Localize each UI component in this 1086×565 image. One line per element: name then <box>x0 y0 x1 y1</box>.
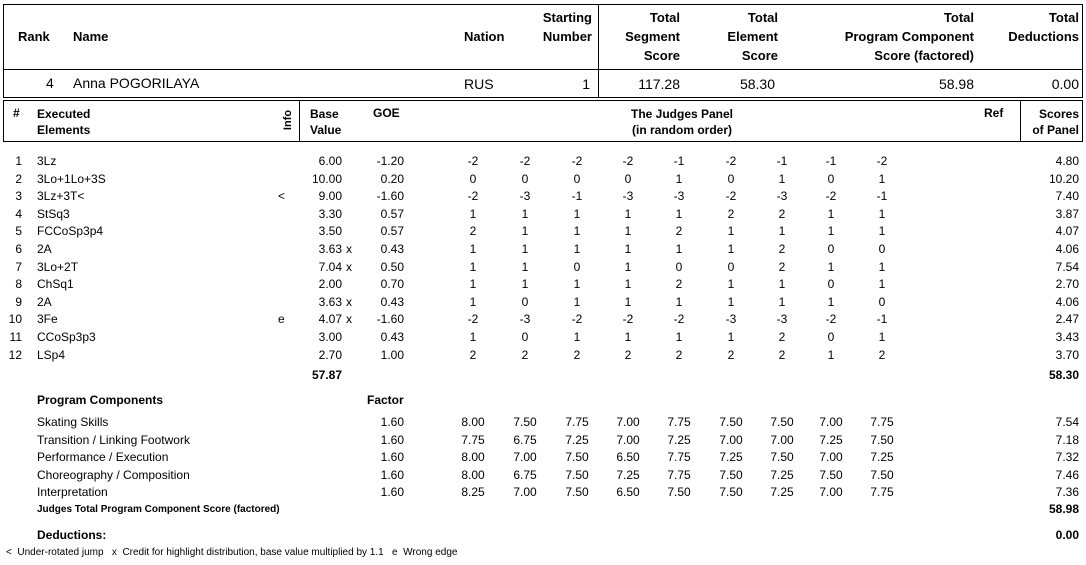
component-judge-score: 7.00 <box>770 432 794 447</box>
component-judge-score: 7.00 <box>616 432 640 447</box>
element-base-value: 2.70 <box>318 347 342 362</box>
element-base-value: 3.63 <box>318 242 342 256</box>
element-judge-score: -2 <box>571 312 583 327</box>
component-judge-score: 7.00 <box>819 450 843 465</box>
component-factor: 1.60 <box>380 467 404 482</box>
element-judge-score: 1 <box>521 206 529 221</box>
element-judge-score: 2 <box>521 347 529 362</box>
element-judge-score: -1 <box>673 154 685 168</box>
element-judge-score: 0 <box>827 330 835 344</box>
element-judge-score: 1 <box>727 242 735 256</box>
component-row <box>0 467 1086 485</box>
element-judge-score: 1 <box>573 206 581 221</box>
element-judge-score: 1 <box>469 330 477 344</box>
element-judge-score: 2 <box>778 242 786 256</box>
element-goe: 0.70 <box>380 277 404 292</box>
elements-header-divider-left <box>299 100 300 142</box>
element-judge-score: 1 <box>624 294 632 309</box>
element-base-value: 2.00 <box>318 277 342 292</box>
element-base-value: 10.00 <box>311 171 342 186</box>
num-header: # <box>13 106 20 120</box>
element-judge-score: -3 <box>776 312 788 327</box>
element-judge-score: -2 <box>825 189 837 204</box>
element-name: 3Lo+1Lo+3S <box>37 171 106 186</box>
element-goe: 0.43 <box>380 330 404 344</box>
element-number: 5 <box>15 224 22 239</box>
pcs-total-label: Judges Total Program Component Score (factored) <box>37 504 280 515</box>
element-judge-score: 1 <box>827 259 835 274</box>
factor-header: Factor <box>367 393 404 407</box>
element-number: 2 <box>15 171 22 186</box>
element-highlight-flag: x <box>346 259 352 274</box>
element-judge-score: 0 <box>878 294 886 309</box>
component-judge-score: 7.25 <box>719 450 743 465</box>
skater-total-deductions: 0.00 <box>1051 76 1079 92</box>
element-judge-score: 1 <box>573 242 581 256</box>
summary-divider <box>3 69 1083 70</box>
component-factor: 1.60 <box>380 450 404 465</box>
element-name: 2A <box>37 242 52 256</box>
rank-header: Rank <box>18 29 50 44</box>
element-judge-score: -2 <box>725 154 737 168</box>
component-panel-score: 7.36 <box>1055 485 1079 500</box>
element-judge-score: 2 <box>675 347 683 362</box>
element-base-value: 3.63 <box>318 294 342 309</box>
element-number: 10 <box>8 312 22 327</box>
scores-of-panel-header: Scores of Panel <box>1032 107 1079 137</box>
element-number: 4 <box>15 206 22 221</box>
element-panel-score: 3.87 <box>1055 206 1079 221</box>
total-element-score-header: Total Element Score <box>727 10 778 63</box>
element-judge-score: -3 <box>673 189 685 204</box>
element-judge-score: 2 <box>727 347 735 362</box>
component-judge-score: 7.25 <box>870 450 894 465</box>
element-judge-score: 1 <box>624 330 632 344</box>
element-panel-score: 3.70 <box>1055 347 1079 362</box>
element-row <box>0 153 1086 171</box>
element-panel-score: 7.54 <box>1055 259 1079 274</box>
component-name: Interpretation <box>37 485 108 500</box>
element-judge-score: 0 <box>469 171 477 186</box>
skater-total-pcs: 58.98 <box>938 76 974 92</box>
component-name: Performance / Execution <box>37 450 169 465</box>
element-judge-score: -2 <box>876 154 888 168</box>
element-judge-score: 0 <box>521 294 529 309</box>
component-judge-score: 8.25 <box>461 485 485 500</box>
goe-header: GOE <box>373 106 400 120</box>
element-row <box>0 241 1086 259</box>
component-judge-score: 7.50 <box>513 415 537 429</box>
element-panel-score: 3.43 <box>1055 330 1079 344</box>
element-judge-score: -1 <box>876 312 888 327</box>
component-judge-score: 7.50 <box>565 450 589 465</box>
element-judge-score: -2 <box>622 154 634 168</box>
element-judge-score: -2 <box>571 154 583 168</box>
element-judge-score: -2 <box>725 189 737 204</box>
skater-name: Anna POGORILAYA <box>73 75 200 91</box>
component-judge-score: 7.25 <box>819 432 843 447</box>
element-goe: -1.60 <box>376 189 404 204</box>
elements-header-divider-right <box>1020 100 1021 142</box>
component-judge-score: 7.50 <box>770 450 794 465</box>
element-judge-score: 1 <box>878 171 886 186</box>
component-judge-score: 7.75 <box>667 415 691 429</box>
element-row <box>0 171 1086 189</box>
element-goe: -1.60 <box>376 312 404 327</box>
component-factor: 1.60 <box>380 485 404 500</box>
element-highlight-flag: x <box>346 294 352 309</box>
component-row <box>0 449 1086 467</box>
judges-panel-header: The Judges Panel (in random order) <box>630 107 734 137</box>
element-judge-score: 0 <box>675 259 683 274</box>
component-judge-score: 6.75 <box>513 432 537 447</box>
element-goe: 0.43 <box>380 242 404 256</box>
element-judge-score: -1 <box>776 154 788 168</box>
element-name: CCoSp3p3 <box>37 330 96 344</box>
element-judge-score: 0 <box>573 171 581 186</box>
element-judge-score: -2 <box>622 312 634 327</box>
element-judge-score: -2 <box>467 189 479 204</box>
deductions-value: 0.00 <box>1055 528 1079 542</box>
element-judge-score: 2 <box>469 224 477 239</box>
component-judge-score: 7.75 <box>667 467 691 482</box>
element-base-value: 7.04 <box>318 259 342 274</box>
element-judge-score: -1 <box>571 189 583 204</box>
summary-col-divider <box>598 4 599 98</box>
element-judge-score: 1 <box>827 347 835 362</box>
element-judge-score: 0 <box>573 259 581 274</box>
component-judge-score: 7.75 <box>870 415 894 429</box>
element-number: 12 <box>8 347 22 362</box>
element-judge-score: 1 <box>778 277 786 292</box>
component-judge-score: 7.50 <box>819 467 843 482</box>
element-judge-score: 1 <box>778 171 786 186</box>
element-name: 3Lo+2T <box>37 259 79 274</box>
element-row <box>0 329 1086 347</box>
element-goe: 0.57 <box>380 206 404 221</box>
component-judge-score: 7.25 <box>616 467 640 482</box>
element-judge-score: 1 <box>727 277 735 292</box>
starting-number-header: Starting Number <box>542 10 592 44</box>
element-judge-score: 1 <box>624 242 632 256</box>
component-judge-score: 7.00 <box>819 485 843 500</box>
element-name: 3Lz <box>37 154 57 168</box>
element-base-value: 3.30 <box>318 206 342 221</box>
component-judge-score: 7.50 <box>565 467 589 482</box>
element-name: 3Lz+3T< <box>37 189 85 204</box>
component-judge-score: 7.75 <box>565 415 589 429</box>
element-name: 2A <box>37 294 52 309</box>
program-components-title: Program Components <box>37 393 164 407</box>
component-judge-score: 8.00 <box>461 450 485 465</box>
element-judge-score: -2 <box>467 154 479 168</box>
element-judge-score: 1 <box>469 206 477 221</box>
element-judge-score: 2 <box>778 206 786 221</box>
component-judge-score: 7.00 <box>616 415 640 429</box>
element-judge-score: 0 <box>624 171 632 186</box>
element-judge-score: 1 <box>573 224 581 239</box>
element-judge-score: 1 <box>827 206 835 221</box>
element-judge-score: 1 <box>778 224 786 239</box>
element-judge-score: 1 <box>469 242 477 256</box>
element-goe: 0.43 <box>380 294 404 309</box>
element-number: 11 <box>9 330 22 344</box>
element-judge-score: -2 <box>825 312 837 327</box>
deductions-label: Deductions: <box>37 528 107 542</box>
element-panel-score: 4.07 <box>1055 224 1079 239</box>
element-score-total: 58.30 <box>1048 368 1079 382</box>
element-judge-score: 1 <box>521 259 529 274</box>
element-judge-score: -3 <box>776 189 788 204</box>
skater-rank: 4 <box>46 75 54 91</box>
element-judge-score: 2 <box>878 347 886 362</box>
element-judge-score: 0 <box>727 259 735 274</box>
element-judge-score: 1 <box>878 330 886 344</box>
element-panel-score: 4.06 <box>1055 242 1079 256</box>
element-judge-score: 0 <box>727 171 735 186</box>
element-judge-score: 1 <box>827 224 835 239</box>
element-base-value: 3.00 <box>318 330 342 344</box>
total-deductions-header: Total Deductions <box>1008 10 1079 44</box>
element-row <box>0 276 1086 294</box>
total-segment-score-header: Total Segment Score <box>625 10 680 63</box>
skater-nation: RUS <box>464 76 494 92</box>
element-panel-score: 10.20 <box>1048 171 1079 186</box>
element-name: FCCoSp3p4 <box>37 224 104 239</box>
component-judge-score: 7.50 <box>770 415 794 429</box>
component-judge-score: 7.50 <box>719 485 743 500</box>
element-judge-score: 1 <box>727 294 735 309</box>
element-number: 6 <box>15 242 22 256</box>
element-panel-score: 4.06 <box>1055 294 1079 309</box>
element-row <box>0 223 1086 241</box>
element-base-value: 3.50 <box>318 224 342 239</box>
element-highlight-flag: x <box>346 312 352 327</box>
element-judge-score: -2 <box>467 312 479 327</box>
element-panel-score: 4.80 <box>1055 154 1079 168</box>
element-name: LSp4 <box>37 347 66 362</box>
element-number: 9 <box>15 294 22 309</box>
element-judge-score: -2 <box>519 154 531 168</box>
component-name: Transition / Linking Footwork <box>37 432 190 447</box>
element-judge-score: 1 <box>778 294 786 309</box>
element-number: 1 <box>15 154 22 168</box>
component-judge-score: 7.50 <box>719 415 743 429</box>
element-judge-score: 1 <box>469 277 477 292</box>
skater-total-segment-score: 117.28 <box>638 76 680 92</box>
element-judge-score: 2 <box>675 224 683 239</box>
element-name: 3Fe <box>37 312 58 327</box>
element-judge-score: -3 <box>622 189 634 204</box>
element-judge-score: 1 <box>675 242 683 256</box>
base-value-header: Base Value <box>310 107 342 137</box>
element-judge-score: -3 <box>725 312 737 327</box>
component-factor: 1.60 <box>380 432 404 447</box>
component-judge-score: 7.00 <box>513 450 537 465</box>
component-judge-score: 7.00 <box>719 432 743 447</box>
element-row <box>0 294 1086 312</box>
element-judge-score: 1 <box>878 259 886 274</box>
pcs-total-value: 58.98 <box>1048 502 1079 516</box>
executed-elements-header: Executed Elements <box>37 107 91 137</box>
component-judge-score: 7.50 <box>667 485 691 500</box>
element-judge-score: 1 <box>573 330 581 344</box>
element-panel-score: 2.70 <box>1055 277 1079 292</box>
element-number: 8 <box>15 277 22 292</box>
element-number: 3 <box>15 189 22 204</box>
component-judge-score: 7.00 <box>819 415 843 429</box>
element-judge-score: 1 <box>727 224 735 239</box>
element-judge-score: -3 <box>519 312 531 327</box>
element-goe: 0.20 <box>380 171 404 186</box>
element-judge-score: 1 <box>727 330 735 344</box>
component-judge-score: 7.50 <box>565 485 589 500</box>
component-judge-score: 6.50 <box>616 450 640 465</box>
element-judge-score: 1 <box>521 224 529 239</box>
element-judge-score: 1 <box>469 294 477 309</box>
element-judge-score: -1 <box>876 189 888 204</box>
element-judge-score: 1 <box>878 206 886 221</box>
legend: < Under-rotated jump x Credit for highlight distribution, base value multiplied by 1.1 e Wrong edge <box>6 547 458 558</box>
element-judge-score: 0 <box>521 171 529 186</box>
element-judge-score: 1 <box>624 224 632 239</box>
element-judge-score: 2 <box>624 347 632 362</box>
element-judge-score: 1 <box>878 224 886 239</box>
element-base-value: 9.00 <box>318 189 342 204</box>
element-base-value: 4.07 <box>318 312 342 327</box>
component-judge-score: 7.50 <box>870 467 894 482</box>
element-judge-score: 0 <box>827 277 835 292</box>
element-judge-score: 1 <box>675 294 683 309</box>
total-pcs-header: Total Program Component Score (factored) <box>844 10 974 63</box>
component-panel-score: 7.46 <box>1055 467 1079 482</box>
component-judge-score: 7.75 <box>461 432 485 447</box>
element-judge-score: 2 <box>675 277 683 292</box>
element-judge-score: 2 <box>469 347 477 362</box>
component-name: Choreography / Composition <box>37 467 190 482</box>
element-judge-score: 1 <box>469 259 477 274</box>
component-row <box>0 414 1086 432</box>
element-judge-score: 1 <box>521 242 529 256</box>
element-judge-score: 1 <box>624 206 632 221</box>
element-highlight-flag: x <box>346 242 352 256</box>
component-panel-score: 7.18 <box>1055 432 1079 447</box>
component-judge-score: 7.25 <box>667 432 691 447</box>
element-base-value: 6.00 <box>318 154 342 168</box>
component-judge-score: 8.00 <box>461 415 485 429</box>
element-judge-score: 1 <box>573 277 581 292</box>
component-judge-score: 7.75 <box>870 485 894 500</box>
element-row <box>0 188 1086 206</box>
element-name: ChSq1 <box>37 277 74 292</box>
component-judge-score: 7.25 <box>565 432 589 447</box>
component-judge-score: 7.50 <box>870 432 894 447</box>
element-judge-score: 1 <box>624 259 632 274</box>
element-goe: 0.57 <box>380 224 404 239</box>
element-goe: -1.20 <box>376 154 404 168</box>
element-info: e <box>278 312 285 327</box>
component-panel-score: 7.32 <box>1055 450 1079 465</box>
base-value-total: 57.87 <box>311 368 342 382</box>
element-panel-score: 7.40 <box>1055 189 1079 204</box>
element-number: 7 <box>15 259 22 274</box>
elements-header-box <box>3 100 1083 142</box>
component-judge-score: 7.50 <box>719 467 743 482</box>
element-judge-score: 1 <box>878 277 886 292</box>
component-judge-score: 7.75 <box>667 450 691 465</box>
component-row <box>0 484 1086 502</box>
element-row <box>0 259 1086 277</box>
element-row <box>0 206 1086 224</box>
component-judge-score: 6.75 <box>513 467 537 482</box>
component-factor: 1.60 <box>380 415 404 429</box>
name-header: Name <box>73 29 109 44</box>
component-judge-score: 8.00 <box>461 467 485 482</box>
ref-header: Ref <box>984 106 1004 120</box>
skater-total-element-score: 58.30 <box>739 76 775 92</box>
element-judge-score: 1 <box>675 206 683 221</box>
info-header: Info <box>282 109 295 131</box>
element-goe: 0.50 <box>380 259 404 274</box>
element-judge-score: 0 <box>827 171 835 186</box>
element-judge-score: 2 <box>778 259 786 274</box>
element-judge-score: 0 <box>878 242 886 256</box>
component-judge-score: 7.25 <box>770 485 794 500</box>
element-judge-score: 2 <box>778 347 786 362</box>
element-judge-score: -3 <box>519 189 531 204</box>
element-judge-score: 1 <box>675 171 683 186</box>
element-info: < <box>278 189 286 204</box>
element-judge-score: 1 <box>624 277 632 292</box>
element-judge-score: 1 <box>675 330 683 344</box>
element-judge-score: -2 <box>673 312 685 327</box>
nation-header: Nation <box>464 29 505 44</box>
component-name: Skating Skills <box>37 415 109 429</box>
component-judge-score: 7.25 <box>770 467 794 482</box>
element-judge-score: 1 <box>573 294 581 309</box>
element-row <box>0 347 1086 365</box>
component-judge-score: 7.00 <box>513 485 537 500</box>
element-judge-score: 0 <box>827 242 835 256</box>
component-judge-score: 6.50 <box>616 485 640 500</box>
element-row <box>0 311 1086 329</box>
element-judge-score: 2 <box>573 347 581 362</box>
element-judge-score: 2 <box>778 330 786 344</box>
element-judge-score: -1 <box>825 154 837 168</box>
element-panel-score: 2.47 <box>1055 312 1079 327</box>
element-judge-score: 1 <box>521 277 529 292</box>
element-judge-score: 2 <box>727 206 735 221</box>
element-judge-score: 0 <box>521 330 529 344</box>
element-goe: 1.00 <box>380 347 404 362</box>
component-row <box>0 432 1086 450</box>
skater-starting-number: 1 <box>582 76 590 92</box>
component-panel-score: 7.54 <box>1055 415 1079 429</box>
element-name: StSq3 <box>37 206 70 221</box>
element-judge-score: 1 <box>827 294 835 309</box>
